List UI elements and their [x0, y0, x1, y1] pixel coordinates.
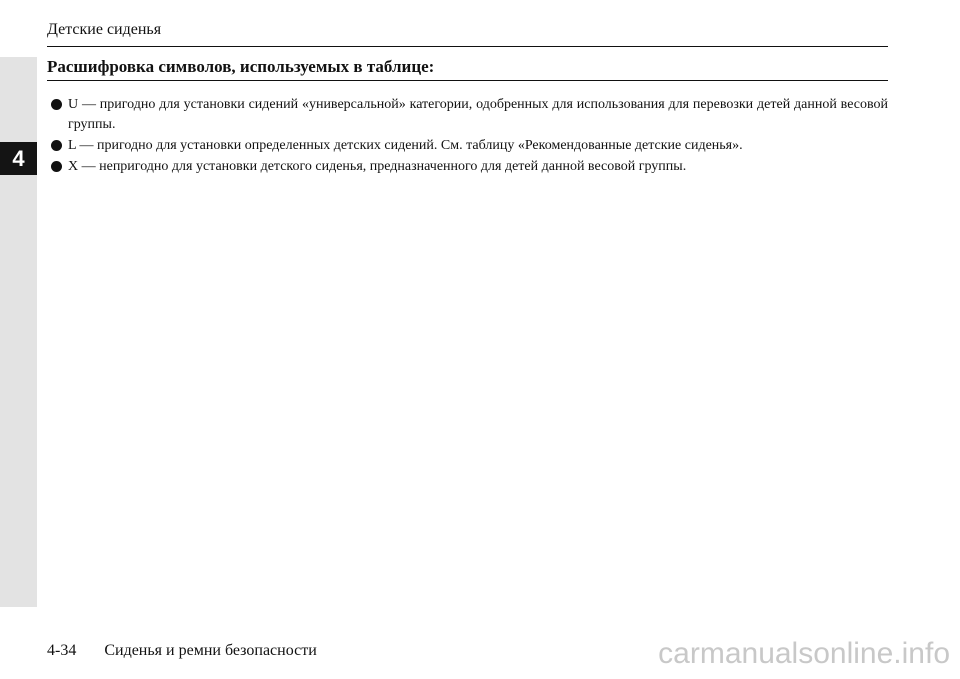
- header-rule: [47, 46, 888, 47]
- chapter-tab: 4: [0, 142, 37, 175]
- list-item: [51, 95, 888, 135]
- symbol-legend-list: [51, 95, 888, 178]
- list-item: [51, 157, 888, 177]
- section-rule: [47, 80, 888, 81]
- bullet-icon: [51, 99, 62, 110]
- list-item-text: L — пригодно для установки определенных детских сидений. См. таблицу «Рекомендованные детские сиденья».: [68, 138, 743, 153]
- page-footer: [47, 642, 317, 660]
- watermark: carmanualsonline.info: [658, 637, 950, 670]
- page-number: 4-34: [47, 642, 77, 659]
- list-item-text: U — пригодно для установки сидений «универсальной» категории, одобренных для использования для перевозки детей данной весовой группы.: [68, 97, 888, 132]
- bullet-icon: [51, 140, 62, 151]
- running-header: Детские сиденья: [47, 21, 162, 38]
- footer-chapter-title: Сиденья и ремни безопасности: [104, 642, 317, 659]
- section-heading: Расшифровка символов, используемых в таблице:: [47, 57, 435, 76]
- list-item-text: X — непригодно для установки детского сиденья, предназначенного для детей данной весовой группы.: [68, 159, 687, 174]
- list-item: [51, 136, 888, 156]
- bullet-icon: [51, 161, 62, 172]
- side-strip: [0, 57, 37, 607]
